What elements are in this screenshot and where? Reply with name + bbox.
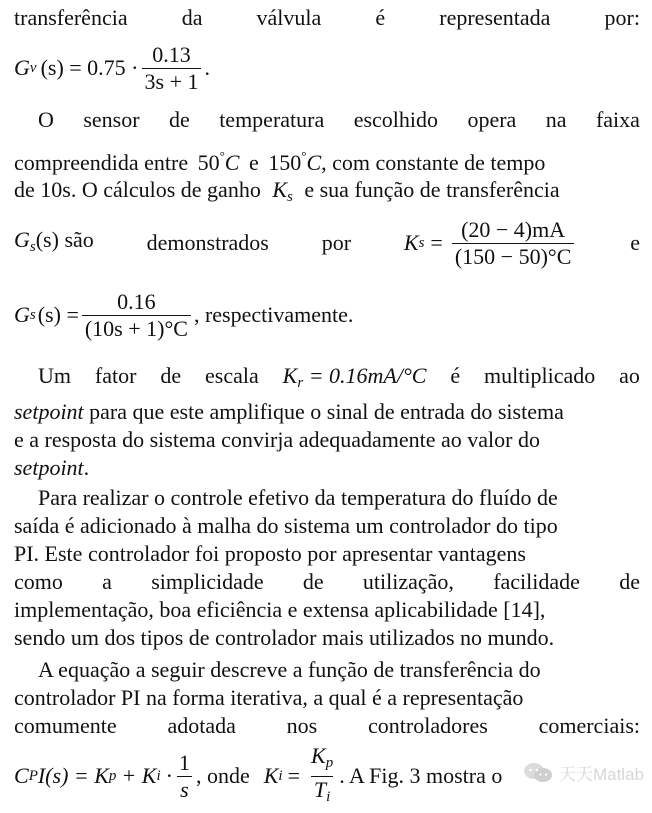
word: válvula — [256, 5, 322, 30]
equation-gs: G s (s) = $\frac{0.16}{(10s + 1)^\circ C}$ , respectivamente. — [14, 288, 354, 341]
wechat-icon — [523, 762, 553, 784]
text-line-8: Um fator de escala $K_r = 0.16mA/^\circ C$ é multiplicado ao — [38, 363, 640, 391]
text-line-11: setpoint. — [14, 455, 90, 480]
word: da — [181, 5, 203, 30]
watermark-text: 天天Matlab — [558, 765, 644, 784]
text-line-4: compreendida entre 50°C e 150°C, com constante de tempo — [14, 148, 546, 175]
word: é — [375, 5, 386, 30]
word: por: — [604, 5, 640, 30]
text-line-6: $G_s(s)$ são demonstrados por K s = $\frac{(20 - 4)mA}{(150 - 50)^\circ C}$ e — [14, 216, 640, 269]
word: transferência — [14, 5, 128, 30]
fraction: $\frac{0.13}{3s + 1}$ — [142, 42, 202, 95]
text-line-5: de 10s. O cálculos de ganho $K_s$ e sua função de transferência — [14, 177, 560, 205]
paragraph-2-line-3: PI. Este controlador foi proposto por apresentar vantagens — [14, 541, 526, 566]
paragraph-2-line-5: implementação, boa eficiência e extensa aplicabilidade [14], — [14, 597, 546, 622]
paragraph-2-line-6: sendo um dos tipos de controlador mais utilizados no mundo. — [14, 625, 555, 650]
text-line-sensor: O sensor de temperatura escolhido opera na faixa — [38, 107, 640, 132]
equation-gv: G v (s) = 0.75 · $\frac{0.13}{3s + 1}$ . — [14, 41, 210, 94]
paragraph-3-line-2: controlador PI na forma iterativa, a qual é a representação — [14, 685, 524, 710]
paragraph-2-line-1: Para realizar o controle efetivo da temperatura do fluído de — [38, 485, 558, 510]
paragraph-3-line-1: A equação a seguir descreve a função de transferência do — [38, 657, 541, 682]
word: representada — [439, 5, 551, 30]
text-line-1 — [14, 4, 640, 32]
paragraph-3-line-3: comumente adotada nos controladores comerciais: — [14, 713, 640, 738]
paragraph-2-line-2: saída é adicionado à malha do sistema um controlador do tipo — [14, 513, 558, 538]
text-line-9: setpoint para que este amplifique o sinal de entrada do sistema — [14, 399, 564, 424]
equation-ks: K s = $\frac{(20 - 4)mA}{(150 - 50)^\circ C}$ — [404, 217, 577, 270]
paragraph-2-line-4: como a simplicidade de utilização, facilidade de — [14, 569, 640, 594]
text-line-10: e a resposta do sistema convirja adequadamente ao valor do — [14, 427, 540, 452]
watermark — [523, 760, 644, 785]
equation-cpi: C P I(s) = K p + K i · $\frac{1}{s}$ , onde K i = $\frac{K_p}{T_i}$ . A Fig. 3 mostra o — [14, 744, 640, 808]
